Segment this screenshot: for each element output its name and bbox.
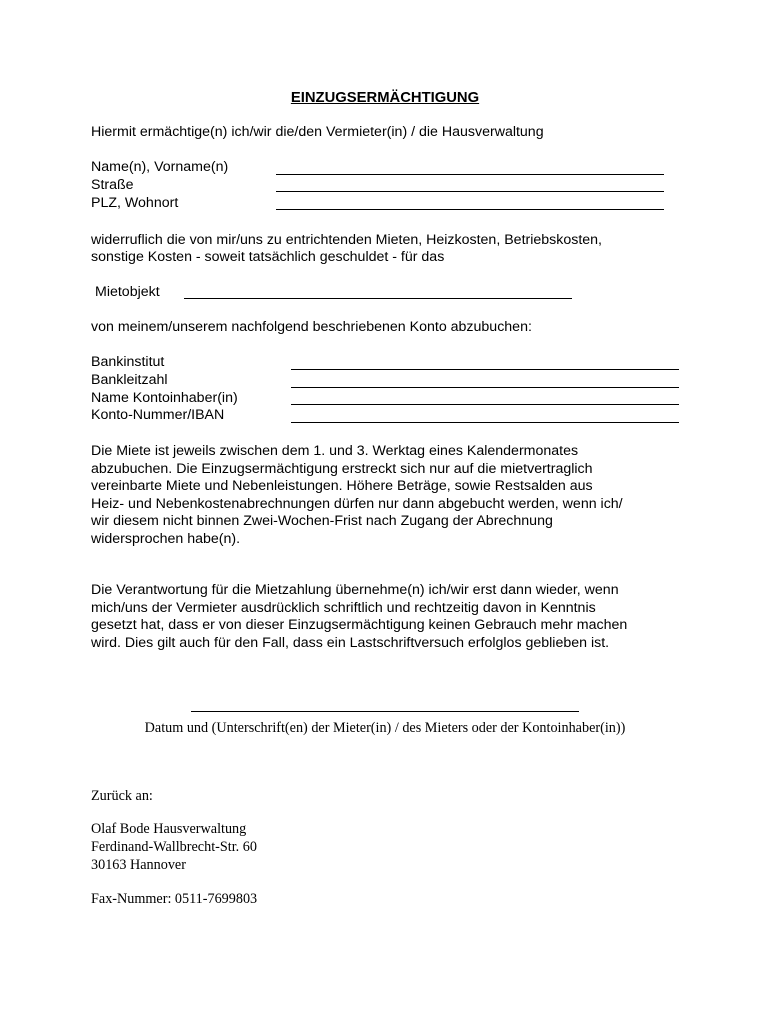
bank-name-label: Bankinstitut	[91, 354, 165, 370]
paragraph-line: abzubuchen. Die Einzugsermächtigung erstreckt sich nur auf die mietvertraglich	[91, 460, 593, 477]
paragraph-line: Die Miete ist jeweils zwischen dem 1. und 3. Werktag eines Kalendermonates	[91, 443, 579, 459]
paragraph-line: gesetzt hat, dass er von dieser Einzugsermächtigung keinen Gebrauch mehr machen	[91, 617, 628, 634]
fax-number: Fax-Nummer: 0511-7699803	[91, 891, 258, 907]
paragraph-line: Die Verantwortung für die Mietzahlung übernehme(n) ich/wir erst dann wieder, wenn	[91, 582, 619, 598]
signature-line	[191, 711, 579, 712]
property-label: Mietobjekt	[95, 284, 160, 300]
return-company: Olaf Bode Hausverwaltung	[91, 821, 247, 837]
tenant-street-line	[276, 191, 664, 192]
paragraph-line: Heiz- und Nebenkostenabrechnungen dürfen nur dann abgebucht werden, wenn ich/	[91, 495, 623, 512]
revocable-line-1: widerruflich die von mir/uns zu entrichtenden Mieten, Heizkosten, Betriebskosten,	[91, 232, 602, 248]
return-to-label: Zurück an:	[91, 788, 153, 804]
account-number-line	[291, 422, 679, 423]
bank-code-line	[291, 387, 679, 388]
tenant-city-line	[276, 209, 664, 210]
signature-caption: Datum und (Unterschrift(en) der Mieter(in) / des Mieters oder der Kontoinhaber(in))	[144, 720, 626, 736]
account-holder-line	[291, 404, 679, 405]
payment-terms-paragraph	[91, 443, 691, 549]
debit-from-text: von meinem/unserem nachfolgend beschriebenen Konto abzubuchen:	[91, 319, 532, 335]
account-holder-label: Name Kontoinhaber(in)	[91, 390, 238, 406]
property-line	[184, 298, 572, 299]
tenant-name-line	[276, 174, 664, 175]
return-city: 30163 Hannover	[91, 857, 186, 873]
intro-text: Hiermit ermächtige(n) ich/wir die/den Vermieter(in) / die Hausverwaltung	[91, 124, 544, 140]
tenant-name-label: Name(n), Vorname(n)	[91, 159, 229, 175]
paragraph-line: vereinbarte Miete und Nebenleistungen. Höhere Beträge, sowie Restsalden aus	[91, 478, 593, 495]
revocable-line-2: sonstige Kosten - soweit tatsächlich geschuldet - für das	[91, 249, 445, 265]
paragraph-line: mich/uns der Vermieter ausdrücklich schriftlich und rechtzeitig davon in Kenntnis	[91, 599, 596, 616]
paragraph-line: widersprochen habe(n).	[91, 530, 241, 547]
tenant-city-label: PLZ, Wohnort	[91, 195, 179, 211]
account-number-label: Konto-Nummer/IBAN	[91, 407, 225, 423]
tenant-street-label: Straße	[91, 177, 134, 193]
paragraph-line: wir diesem nicht binnen Zwei-Wochen-Frist nach Zugang der Abrechnung	[91, 513, 553, 530]
paragraph-line: wird. Dies gilt auch für den Fall, dass ein Lastschriftversuch erfolglos geblieben ist.	[91, 634, 610, 651]
bank-code-label: Bankleitzahl	[91, 372, 168, 388]
responsibility-paragraph	[91, 582, 691, 652]
document-title: EINZUGSERMÄCHTIGUNG	[290, 90, 480, 106]
return-street: Ferdinand-Wallbrecht-Str. 60	[91, 839, 257, 855]
bank-name-line	[291, 369, 679, 370]
